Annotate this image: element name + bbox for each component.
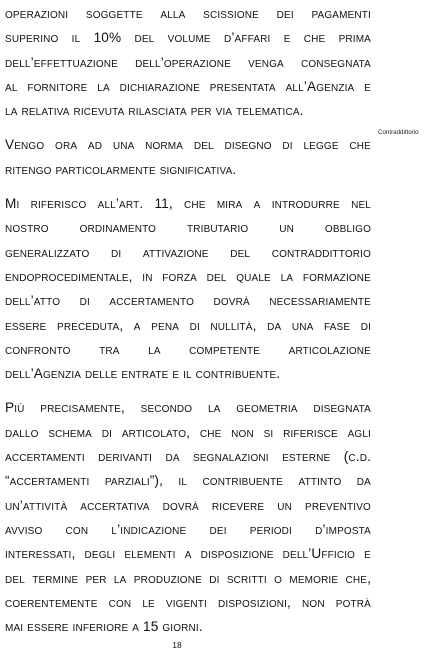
text-line: Più precisamente, secondo la geometria disegnata <box>5 400 371 416</box>
text-line: accertamenti derivanti da segnalazioni esterne (c.d. <box>5 449 371 465</box>
text-line: Vengo ora ad una norma del disegno di legge che <box>5 137 371 153</box>
text-line: superino il 10% del volume d’affari e che prima <box>5 30 371 46</box>
paragraph-4 <box>5 396 371 639</box>
text-line: essere preceduta, a pena di nullità, da una fase di <box>5 317 371 333</box>
text-line: avviso con l’indicazione dei periodi d’imposta <box>5 521 371 537</box>
text-line: dallo schema di articolato, che non si riferisce agli <box>5 424 371 440</box>
text-line: coerentemente con le vigenti disposizioni, non potrà <box>5 594 371 610</box>
text-line: ritengo particolarmente significativa. <box>5 161 237 177</box>
text-line: confronto tra la competente articolazione <box>5 341 371 357</box>
text-line: la relativa ricevuta rilasciata per via telematica. <box>5 103 304 119</box>
text-line: operazioni soggette alla scissione dei pagamenti <box>5 6 371 21</box>
body-text <box>5 2 371 639</box>
paragraph-3 <box>5 192 371 386</box>
text-line: Mi riferisco all’art. 11, che mira a introdurre nel <box>5 196 371 212</box>
text-line: un’attività accertativa dovrà ricevere un preventivo <box>5 497 371 513</box>
text-line: al fornitore la dichiarazione presentata all’Agenzia e <box>5 78 371 94</box>
text-line: dell’effettuazione dell’operazione venga consegnata <box>5 54 371 70</box>
text-line: interessati, degli elementi a disposizione dell’Ufficio e <box>5 546 371 562</box>
text-line: mai essere inferiore a 15 giorni. <box>5 619 203 635</box>
page-number: 18 <box>172 640 182 650</box>
text-line: endoprocedimentale, in forza del quale la formazione <box>5 268 371 284</box>
paragraph-2 <box>5 133 371 182</box>
text-line: “accertamenti parziali”), il contribuente attinto da <box>5 473 371 489</box>
text-line: dell’atto di accertamento dovrà necessariamente <box>5 293 371 309</box>
text-line: del termine per la produzione di scritti o memorie che, <box>5 570 371 586</box>
text-line: nostro ordinamento tributario un obbligo <box>5 220 371 236</box>
text-line: generalizzato di attivazione del contraddittorio <box>5 244 371 260</box>
margin-note: Contraddittorio <box>378 129 419 136</box>
paragraph-1 <box>5 2 371 123</box>
text-line: dell’Agenzia delle entrate e il contribuente. <box>5 366 281 382</box>
